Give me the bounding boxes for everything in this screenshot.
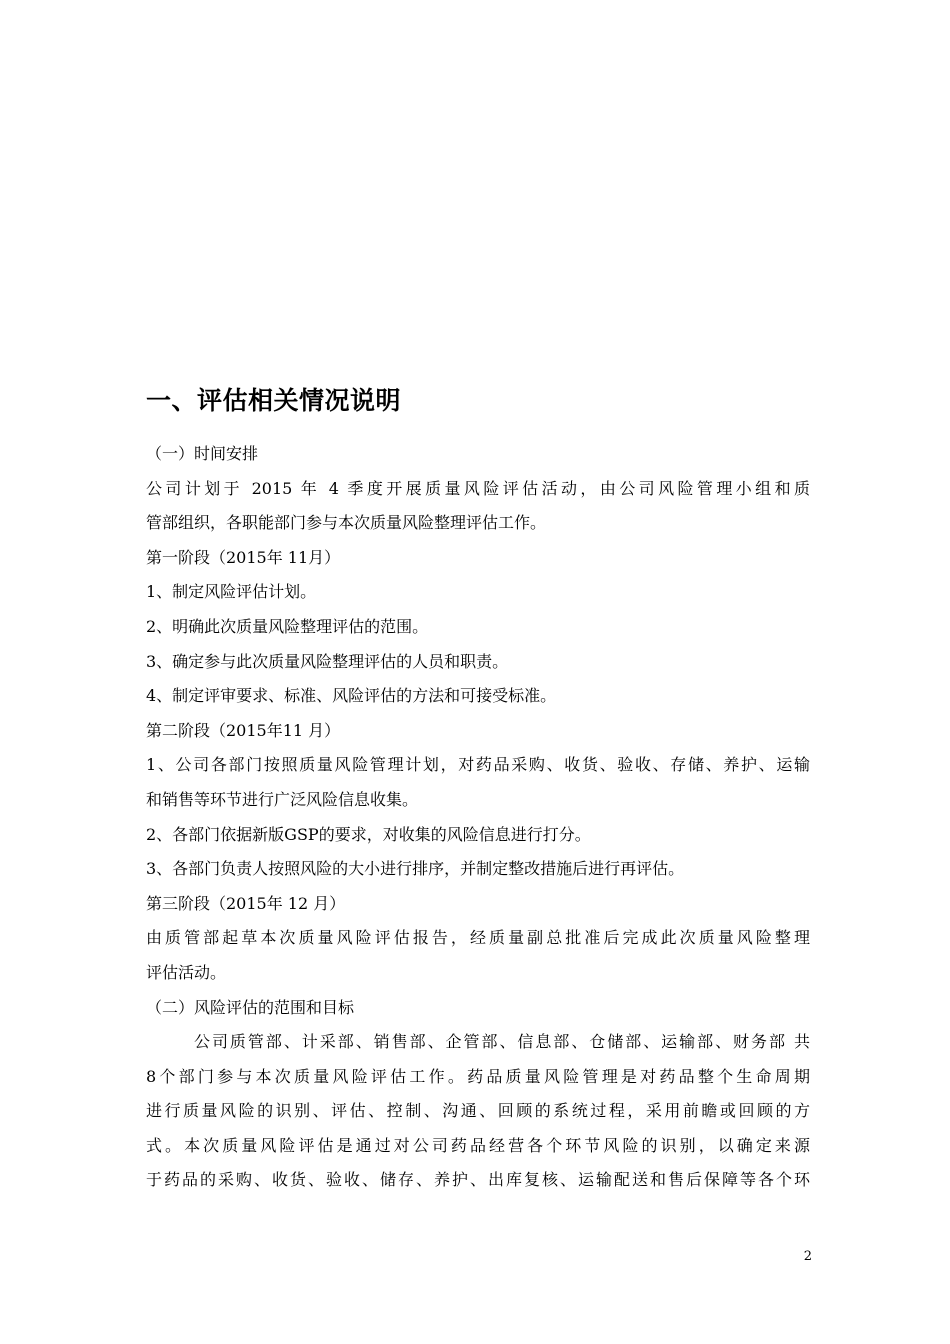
- list-item: 2、各部门依据新版GSP的要求，对收集的风险信息进行打分。: [146, 824, 591, 844]
- paragraph-line: 于药品的采购、收货、验收、储存、养护、出库复核、运输配送和售后保障等各个环: [146, 1170, 810, 1190]
- paragraph-line: 进行质量风险的识别、评估、控制、沟通、回顾的系统过程，采用前瞻或回顾的方: [146, 1101, 810, 1121]
- subsection-title-scope: （二）风险评估的范围和目标: [146, 997, 355, 1017]
- page-number: 2: [803, 1249, 812, 1264]
- phase-title-three: 第三阶段（2015年 12 月）: [146, 893, 346, 913]
- list-item: 3、确定参与此次质量风险整理评估的人员和职责。: [146, 651, 509, 671]
- paragraph-line: 式。本次质量风险评估是通过对公司药品经营各个环节风险的识别，以确定来源: [146, 1135, 810, 1155]
- paragraph-line: 评估活动。: [146, 962, 227, 982]
- paragraph-line: 公司计划于 2015 年 4 季度开展质量风险评估活动，由公司风险管理小组和质: [146, 478, 810, 498]
- list-item: 3、各部门负责人按照风险的大小进行排序，并制定整改措施后进行再评估。: [146, 859, 685, 879]
- subsection-title-schedule: （一）时间安排: [146, 444, 259, 463]
- paragraph-line: 管部组织，各职能部门参与本次质量风险整理评估工作。: [146, 513, 547, 533]
- paragraph-line: 公司质管部、计采部、销售部、企管部、信息部、仓储部、运输部、财务部 共: [194, 1032, 810, 1052]
- phase-title-one: 第一阶段（2015年 11月）: [146, 547, 341, 567]
- section-heading: 一、评估相关情况说明: [146, 386, 402, 415]
- list-item: 1、制定风险评估计划。: [146, 582, 317, 602]
- list-item: 4、制定评审要求、标准、风险评估的方法和可接受标准。: [146, 686, 557, 706]
- list-item-continuation: 和销售等环节进行广泛风险信息收集。: [146, 789, 419, 809]
- list-item: 1、公司各部门按照质量风险管理计划，对药品采购、收货、验收、存储、养护、运输: [146, 755, 810, 775]
- phase-title-two: 第二阶段（2015年11 月）: [146, 720, 341, 740]
- paragraph-line: 8个部门参与本次质量风险评估工作。药品质量风险管理是对药品整个生命周期: [146, 1066, 810, 1086]
- body-text: [146, 437, 810, 1198]
- list-item: 2、明确此次质量风险整理评估的范围。: [146, 616, 429, 636]
- paragraph-line: 由质管部起草本次质量风险评估报告，经质量副总批准后完成此次质量风险整理: [146, 928, 810, 948]
